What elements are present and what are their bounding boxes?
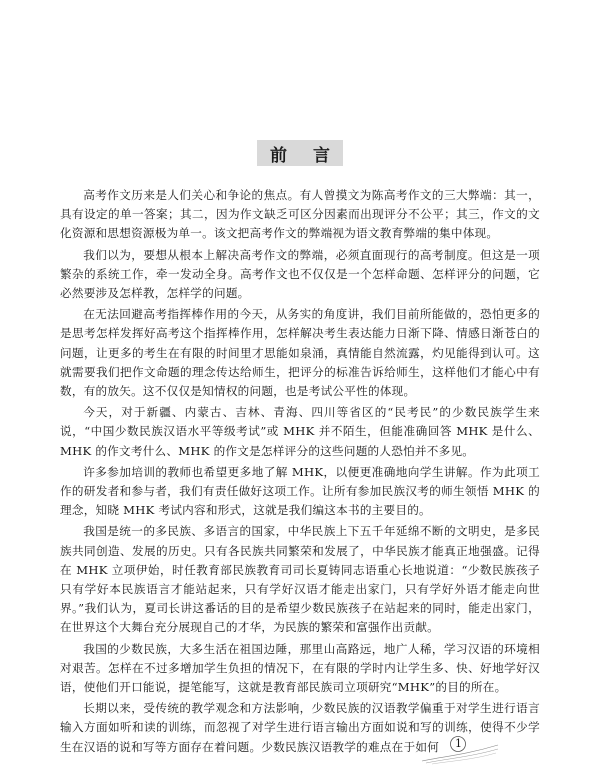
- paragraph: 我国是统一的多民族、多语言的国家，中华民族上下五千年延绵不断的文明史，是多民族共同创造、发展的历史。只有各民族共同繁荣和发展了，中华民族才能真正地强盛。记得在 MHK 立项伊始，时任教育部民族教育司司长夏铸同志语重心长地说道：“少数民族孩子只有学好本民族语言才能站起来，只有学好汉语才能走出家门，只有学好外语才能走向世界。”我们认为，夏司长讲这番话的目的是希望少数民族孩子在站起来的同时，能走出家门，在世界这个大舞台充分展现自己的才华，为民族的繁荣和富强作出贡献。: [60, 524, 540, 635]
- page-title: 前 言: [257, 140, 343, 166]
- paragraph: 我国的少数民族，大多生活在祖国边陲，那里山高路远，地广人稀，学习汉语的环境相对艰苦。怎样在不过多增加学生负担的情况下，在有限的学时内让学生多、快、好地学好汉语，使他们开口能说，提笔能写，这就是教育部民族司立项研究“MHK”的目的所在。: [60, 641, 540, 695]
- paragraph: 高考作文历来是人们关心和争论的焦点。有人曾摸文为陈高考作文的三大弊端：其一，具有设定的单一答案；其二，因为作文缺乏可区分因素而出现评分不公平；其三，作文的文化资源和思想资源极为单一。该文把高考作文的弊端视为语文教育弊端的集中体现。: [60, 188, 540, 241]
- title-wrap: [0, 140, 600, 166]
- paragraph: 在无法回避高考指挥棒作用的今天，从务实的角度讲，我们目前所能做的，恐怕更多的是思考怎样发挥好高考这个指挥棒作用，怎样解决考生表达能力日渐下降、情感日渐苍白的问题，让更多的考生在有限的时间里才思能如泉涌，真情能自然流露，灼见能得到认可。这就需要我们把作文命题的理念传达给师生，把评分的标准告诉给师生，这样他们才能心中有数，有的放矢。这不仅仅是知情权的问题，也是考试公平性的体现。: [60, 307, 540, 399]
- body-text: [60, 186, 540, 757]
- paragraph: 我们以为，要想从根本上解决高考作文的弊端，必须直面现行的高考制度。但这是一项繁杂的系统工作，牵一发动全身。高考作文也不仅仅是一个怎样命题、怎样评分的问题，它必然要涉及怎样教，怎样学的问题。: [60, 247, 540, 301]
- paragraph: 许多参加培训的教师也希望更多地了解 MHK，以便更准确地向学生讲解。作为此项工作的研发者和参与者，我们有责任做好这项工作。让所有参加民族汉考的师生领悟 MHK 的理念，知晓 MHK 考试内容和形式，这就是我们编这本书的主要目的。: [60, 464, 540, 518]
- page-number: 1: [455, 737, 462, 750]
- paragraph: 长期以来，受传统的教学观念和方法影响，少数民族的汉语教学偏重于对学生进行语言输入方面如听和读的训练，而忽视了对学生进行语言输出方面如说和写的训练，使得不少学生在汉语的说和写等方面存在着问题。少数民族汉语教学的难点在于如何: [60, 701, 540, 754]
- paragraph: 今天，对于新疆、内蒙古、吉林、青海、四川等省区的“民考民”的少数民族学生来说，“中国少数民族汉语水平等级考试”或 MHK 并不陌生，但能准确回答 MHK 是什么、MHK 的作文考什么、MHK 的作文是怎样评分的这些问题的人恐怕并不多见。: [60, 405, 540, 458]
